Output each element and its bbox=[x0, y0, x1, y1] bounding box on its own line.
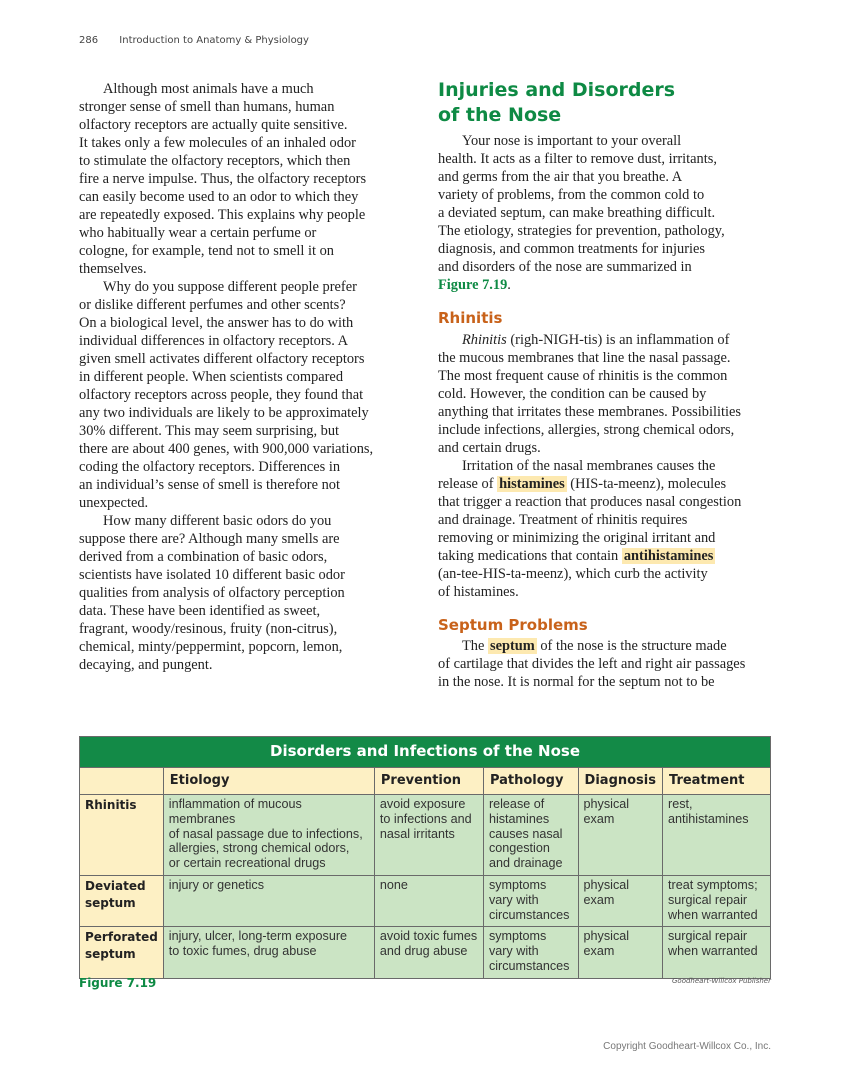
table-row bbox=[80, 795, 771, 876]
table-header-row bbox=[80, 768, 771, 795]
table-cell: symptoms vary with circumstances bbox=[483, 875, 578, 926]
table-cell: symptoms vary with circumstances bbox=[483, 927, 578, 978]
text: Irritation of the nasal membranes causes the release of bbox=[438, 458, 716, 492]
row-header: Perforated septum bbox=[80, 927, 164, 978]
table-cell: avoid exposure to infections and nasal irritants bbox=[374, 795, 483, 876]
table-cell: surgical repair when warranted bbox=[663, 927, 771, 978]
table-cell: physical exam bbox=[578, 795, 662, 876]
section-heading: Injuries and Disorders of the Nose bbox=[438, 79, 676, 126]
table-cell: physical exam bbox=[578, 927, 662, 978]
text: (HIS-ta-meenz), molecules that trigger a reaction that produces nasal congestion and drainage. Treatment of rhinitis requires removing or minimizing the original irritant and taking medications that contain bbox=[438, 476, 742, 564]
figure-label: Figure 7.19 bbox=[79, 976, 157, 990]
row-header: Rhinitis bbox=[80, 795, 164, 876]
paragraph: Although most animals have a much stronger sense of smell than humans, human olfactory receptors are actually quite sensitive. It takes only a few molecules of an inhaled odor to stimulate the olfactory receptors, which then fire a nerve impulse. Thus, the olfactory receptors can easily become used to an odor to which they are repeatedly exposed. This explains why people who habitually wear a certain perfume or cologne, for example, tend not to smell it on themselves. bbox=[79, 81, 367, 277]
page-number: 286 bbox=[79, 35, 99, 46]
key-term-septum: septum bbox=[489, 638, 535, 654]
intro-paragraph bbox=[438, 132, 778, 294]
running-header bbox=[79, 35, 309, 46]
intro-text: Your nose is important to your overall health. It acts as a filter to remove dust, irritants, and germs from the air that you breathe. A variety of problems, from the common cold to a deviated septum, can make breathing difficult. The etiology, strategies for prevention, pathology, diagnosis, and common treatments for injuries and disorders of the nose are summarized in bbox=[438, 133, 725, 275]
column-header-etiology: Etiology bbox=[163, 768, 374, 795]
figure-reference-link[interactable]: Figure 7.19 bbox=[438, 277, 508, 293]
paragraph: How many different basic odors do you suppose there are? Although many smells are derived from a combination of basic odors, scientists have isolated 10 different basic odor qualities from analysis of olfactory perception data. These have been identified as sweet, fragrant, woody/resinous, fruity (non-citrus), chemical, minty/peppermint, popcorn, lemon, decaying, and pungent. bbox=[79, 513, 345, 673]
text: of the nose is the structure made of cartilage that divides the left and right air passages in the nose. It is normal for the septum not to be bbox=[438, 638, 746, 690]
table-cell: release of histamines causes nasal congestion and drainage bbox=[483, 795, 578, 876]
column-header-treatment: Treatment bbox=[663, 768, 771, 795]
septum-paragraph bbox=[438, 637, 778, 691]
paragraph: Why do you suppose different people prefer or dislike different perfumes and other scents? On a biological level, the answer has to do with individual differences in olfactory receptors. A given smell activates different olfactory receptors in different people. When scientists compared olfactory receptors across people, they found that any two individuals are likely to be approximately 30% different. This may seem surprising, but there are about 400 genes, with 900,000 variations, coding the olfactory receptors. Differences in an individual’s sense of smell is therefore not unexpected. bbox=[79, 279, 374, 511]
column-header bbox=[80, 768, 164, 795]
column-header-diagnosis: Diagnosis bbox=[578, 768, 662, 795]
table-cell: none bbox=[374, 875, 483, 926]
row-header: Deviated septum bbox=[80, 875, 164, 926]
table-cell: inflammation of mucous membranes of nasal passage due to infections, allergies, strong chemical odors, or certain recreational drugs bbox=[163, 795, 374, 876]
key-term-antihistamines: antihistamines bbox=[623, 548, 714, 564]
table-cell: treat symptoms; surgical repair when warranted bbox=[663, 875, 771, 926]
rhinitis-term: Rhinitis bbox=[462, 332, 507, 348]
table-row bbox=[80, 875, 771, 926]
book-title: Introduction to Anatomy & Physiology bbox=[119, 35, 309, 46]
table-cell: injury, ulcer, long-term exposure to toxic fumes, drug abuse bbox=[163, 927, 374, 978]
key-term-histamines: histamines bbox=[499, 476, 565, 492]
rhinitis-paragraph-2 bbox=[438, 457, 778, 601]
table-cell: rest, antihistamines bbox=[663, 795, 771, 876]
intro-end: . bbox=[507, 277, 511, 293]
disorders-table bbox=[79, 736, 771, 979]
table-cell: physical exam bbox=[578, 875, 662, 926]
left-column bbox=[79, 80, 399, 674]
table-row bbox=[80, 927, 771, 978]
column-header-pathology: Pathology bbox=[483, 768, 578, 795]
table-cell: avoid toxic fumes and drug abuse bbox=[374, 927, 483, 978]
table-title: Disorders and Infections of the Nose bbox=[80, 737, 771, 768]
rhinitis-heading: Rhinitis bbox=[438, 309, 503, 327]
text: (an-tee-HIS-ta-meenz), which curb the activity of histamines. bbox=[438, 566, 708, 600]
publisher-credit: Goodheart-Willcox Publisher bbox=[671, 977, 771, 985]
rhinitis-text: (righ-NIGH-tis) is an inflammation of the mucous membranes that line the nasal passage. The most frequent cause of rhinitis is the common cold. However, the condition can be caused by anything that irritates these membranes. Possibilities include infections, allergies, strong chemical odors, and certain drugs. bbox=[438, 332, 741, 456]
copyright-notice: Copyright Goodheart-Willcox Co., Inc. bbox=[603, 1041, 771, 1052]
rhinitis-paragraph-1 bbox=[438, 331, 778, 457]
septum-heading: Septum Problems bbox=[438, 616, 588, 634]
table-cell: injury or genetics bbox=[163, 875, 374, 926]
text: The bbox=[462, 638, 488, 654]
column-header-prevention: Prevention bbox=[374, 768, 483, 795]
